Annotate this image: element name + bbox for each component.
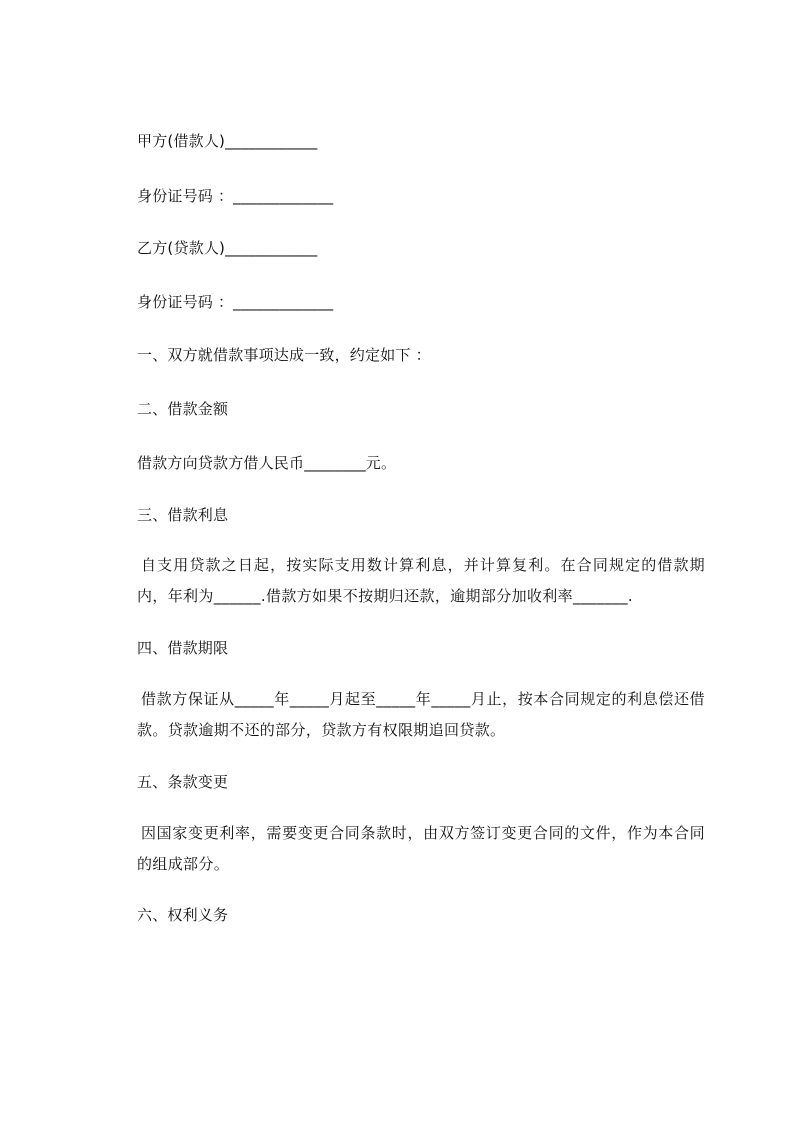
party-a-id-line: 身份证号码 ：_____________ <box>137 187 334 205</box>
section-3-heading: 三、借款利息 <box>137 506 229 524</box>
party-b-id-line: 身份证号码 ：_____________ <box>137 293 334 311</box>
section-5-body: 因国家变更利率，需要变更合同条款时，由双方签订变更合同的文件，作为本合同的组成部分。 <box>137 824 705 873</box>
section-4-body: 借款方保证从_____年_____月起至_____年_____月止，按本合同规定的利息偿还借款。贷款逾期不还的部分，贷款方有权限期追回贷款。 <box>137 690 705 739</box>
section-6-heading: 六、权利义务 <box>137 906 229 924</box>
party-a-line: 甲方(借款人)____________ <box>137 132 318 150</box>
section-2-heading: 二、借款金额 <box>137 400 229 418</box>
party-b-line: 乙方(贷款人)____________ <box>137 239 318 257</box>
section-2-body: 借款方向贷款方借人民币________元。 <box>137 454 397 472</box>
section-3-body: 自支用贷款之日起，按实际支用数计算利息，并计算复利。在合同规定的借款期内，年利为______.借款方如果不按期归还款，逾期部分加收利率_______. <box>137 556 705 605</box>
section-5-heading: 五、条款变更 <box>137 773 229 791</box>
section-1-heading: 一、双方就借款事项达成一致，约定如下 ： <box>137 346 431 364</box>
section-4-heading: 四、借款期限 <box>137 639 229 657</box>
